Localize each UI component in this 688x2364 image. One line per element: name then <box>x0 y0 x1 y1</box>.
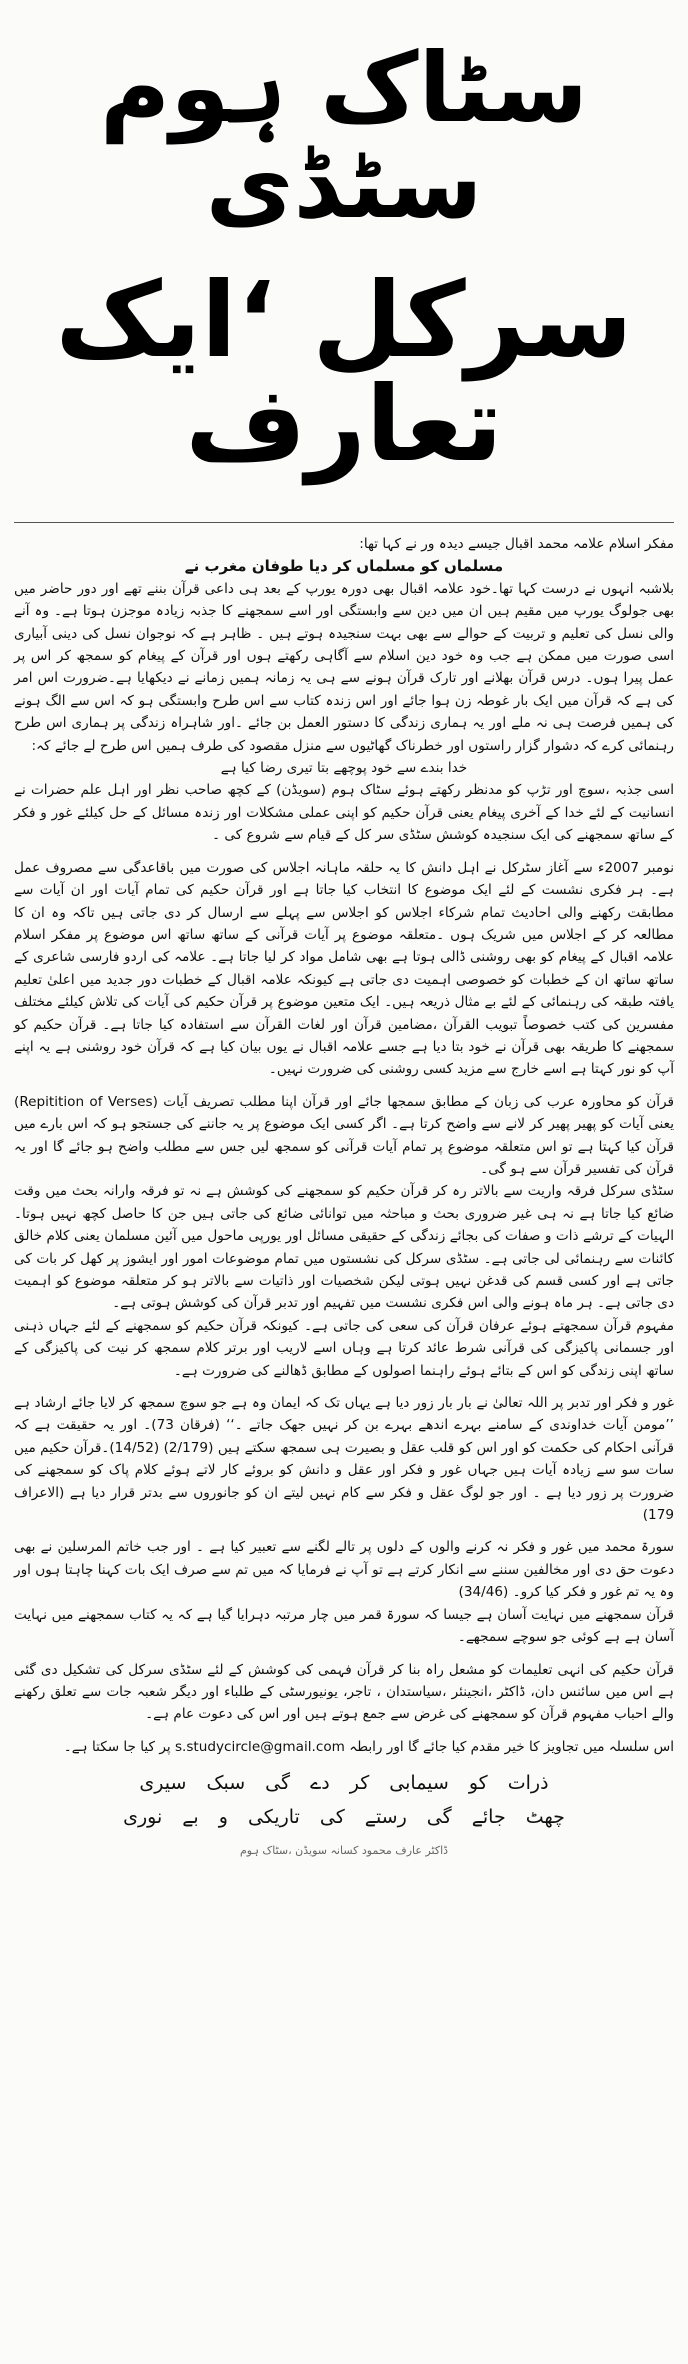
paragraph-9: قرآن سمجھنے میں نہایت آسان ہے جیسا کہ سورۃ قمر میں چار مرتبہ دہرایا گیا ہے کہ یہ کتاب سمجھنے میں نہایت آسان ہے ہے کوئی جو سوچے سمجھے۔ <box>14 1606 674 1646</box>
paragraph-6: مفہوم قرآن سمجھتے ہوئے عرفان قرآن کی سعی کی جاتی ہے۔ کیونکہ قرآن حکیم کو سمجھنے کے لئے جہاں ذہنی اور جسمانی پاکیزگی کی قرآنی شرط عائد کرتا ہے وہاں اسے لاریب اور برتر کلام سمجھ کر نیت کی پاکیزگی کے ساتھ اپنی زندگی کو اس کے بتائے ہوئے راہنما اصولوں کے مطابق ڈھالنے کی ضرورت ہے۔ <box>14 1317 674 1379</box>
closing-poem <box>14 1766 674 1834</box>
paragraph-8: سورۃ محمد میں غور و فکر نہ کرنے والوں کے دلوں پر تالے لگنے سے تعبیر کیا ہے ۔ اور جب خاتم المرسلین نے بھی دعوت حق دی اور مخالفین سننے سے انکار کرتے ہے تو آپ نے فرمایا کہ میں تم سے صرف ایک بات کہنا چاہتا ہوں اور وہ یہ تم غور و فکر کیا کرو۔ (34/46) <box>14 1539 674 1601</box>
author-byline: ڈاکٹر عارف محمود کسانہ سویڈن ،سٹاک ہوم <box>239 1844 449 1858</box>
paragraph-2: اسی جذبہ ،سوچ اور تڑپ کو مدنظر رکھتے ہوئے سٹاک ہوم (سویڈن) کے کچھ صاحب نظر اور اہل علم حضرات نے انسانیت کے لئے خدا کے آخری پیغام یعنی قرآن حکیم کو اپنی عملی مشکلات اور زندہ مسائل کے حل کیلئے غور و فکر کے ساتھ سمجھنے کی ایک سنجیدہ کوشش سٹڈی سر کل کے قیام سے شروع کی ۔ <box>14 782 674 844</box>
paragraph-10: قرآن حکیم کی انہی تعلیمات کو مشعل راہ بنا کر قرآن فہمی کی کوشش کے لئے سٹڈی سرکل کی تشکیل دی گئی ہے اس میں سائنس دان، ڈاکٹر ،انجینئر ،سیاستدان ، تاجر، یونیورسٹی کے طلباء اور دیگر شعبہ جات سے تعلق رکھنے والے احباب مفہوم قرآن کو سمجھنے کی غرض سے جمع ہوتے ہیں اور اس کی دعوت عام ہے۔ <box>14 1661 674 1723</box>
quoted-couplet: خدا بندے سے خود پوچھے بتا تیری رضا کیا ہے <box>220 760 468 777</box>
headline-line-1: سٹاک ہوم سٹڈی <box>99 32 589 240</box>
paragraph-1: بلاشبہ انہوں نے درست کہا تھا۔خود علامہ اقبال بھی دورہ یورپ کے بعد ہی داعی قرآن بننے تھے اور دور حاضر میں بھی جولوگ یورپ میں مقیم ہیں ان میں دین سے وابستگی اور اسے سمجھنے کا جذبہ زیادہ موجزن ہوتا ہے۔ وہ آنے والی نسل کی تعلیم و تربیت کے حوالے سے بھی بہت سنجیدہ ہوتے ہیں ۔ ظاہر ہے کہ نوجوان نسل کی دینی آبیاری اسی صورت میں ممکن ہے جب وہ خود دین اسلام سے آگاہی رکھتے ہوں اور قرآن کے پیغام کو سمجھ کر اس پر عمل پیرا ہوں۔ درس قرآن بھلانے اور تارک قرآن ہونے سے ہی یہ زمانہ ہمیں زمانے نے دیکھایا ہے۔ضرورت اس امر کی ہے کہ قرآن میں ایک بار غوطہ زن ہوا جائے اور اس زندہ کتاب سے اس طرح وابستگی ہو کہ اس سے الگ ہونے کی ہمیں فرصت ہی نہ ملے اور یہ ہماری زندگی کا دستور العمل بن جائے ۔اور شاہراہ زندگی پر ہماری اس طرح رہنمائی کرے کہ دشوار گزار راستوں اور خطرناک گھاٹیوں سے منزل مقصود کی طرف ہمیں اس طرح لے جائے کہ: <box>14 580 674 754</box>
paragraph-7: غور و فکر اور تدبر پر اللہ تعالیٰ نے بار بار زور دیا ہے یہاں تک کہ ایمان وہ ہے جو سوچ سمجھ کر لایا جائے ارشاد ہے ’’مومن آیات خداوندی کے سامنے بہرے اندھے بہرے بن کر نہیں جھک جاتے ۔‘‘ (فرقان 73)۔ اور یہ حقیقت ہے کہ قرآنی احکام کی حکمت کو اور اس کو قلب عقل و بصیرت ہی سمجھ سکتے ہیں (2/179) (14/52)۔قرآن حکیم میں سات سو سے زیادہ آیات ہیں جہاں غور و فکر اور عقل و دانش کو بروئے کار لاتے ہوئے کلام پاک کو سمجھنے کی ضرورت پر زور دیا ہے ۔ اور جو لوگ عقل و فکر سے کام نہیں لیتے ان کو جانوروں سے بدتر قرار دیا ہے (الاعراف 179) <box>14 1395 674 1524</box>
contact-email: s.studycircle@gmail.com <box>174 1738 345 1755</box>
paragraph-5: سٹڈی سرکل فرقہ واریت سے بالاتر رہ کر قرآن حکیم کو سمجھنے کی کوشش ہے نہ تو فرقہ وارانہ بحث میں وقت ضائع کیا جاتا ہے نہ ہی غیر ضروری بحث و مباحثہ میں توانائی ضائع کی جاتی ہیں جن کا حاصل کچھ نہیں ہوتا۔ الہیات کے ترشے ذات و صفات کی بجائے زندگی کے حقیقی مسائل اور یورپی ماحول میں آئین مسلمان یعنی کلام خالق کائنات سے رہنمائی لی جاتی ہے۔ سٹڈی سرکل کی نشستوں میں تمام موضوعات امور اور ایشوز پر کھل کر بات کی جاتی ہے اور کسی قسم کی قدغن نہیں ہوتی لیکن شخصیات اور ذاتیات سے بالاتر ہو کر متعلقہ موضوع کو اہمیت دی جاتی ہے۔ ہر ماہ ہونے والی اس فکری نشست میں تفہیم اور تدبر قرآن کی کوشش ہوتی ہے۔ <box>14 1183 674 1312</box>
contact-text-end: پر کیا جا سکتا ہے۔ <box>63 1738 171 1755</box>
article-body <box>14 533 674 1758</box>
quoted-verse: مسلماں کو مسلماں کر دیا طوفان مغرب نے <box>184 557 504 576</box>
paragraph-3: نومبر 2007ء سے آغاز سٹرکل نے اہل دانش کا یہ حلقہ ماہانہ اجلاس کی صورت میں باقاعدگی سے مصروف عمل ہے۔ ہر فکری نشست کے لئے ایک موضوع کا انتخاب کیا جاتا ہے اور قرآن حکیم کی تمام آیات اور ان آیات سے مطابقت رکھنے والی احادیث تمام شرکاء اجلاس کو اجلاس سے پہلے سے ارسال کر دی جاتی ہیں تاکہ وہ ان کا مطالعہ کر کے اجلاس میں شریک ہوں ۔متعلقہ موضوع پر آیات قرآنی کے ساتھ ساتھ اس موضوع پر مفکر اسلام علامہ اقبال کے پیغام کو بھی روشنی ڈالی ہوتا ہے بھی شامل مواد کر لیا جاتا ہے۔ علامہ کی اردو فارسی شاعری کے ساتھ ساتھ ان کے خطبات کو خصوصی اہمیت دی جاتی ہے کیونکہ علامہ اقبال کے خطبات دور جدید میں اعلیٰ تعلیم یافتہ طبقہ کی رہنمائی کے لئے بے مثال ذریعہ ہیں۔ ایک متعین موضوع پر قرآن حکیم کی آیات کی تلاش کیلئے مختلف مفسرین کی کتب خصوصاً تبویب القرآن ،مضامین قرآن اور لغات القرآن سے استفادہ کیا جاتا ہے۔ قرآن حکیم کو سمجھنے کا طریقہ بھی قرآن نے خود بتا دیا ہے جسے علامہ اقبال نے یوں بیان کیا ہے کہ قرآن خود روشنی ہے یہ اپنے آپ کو نور کہتا ہے اسے خارج سے مزید کسی روشنی کی ضرورت نہیں۔ <box>14 859 674 1078</box>
paragraph-4: قرآن کو محاورہ عرب کی زبان کے مطابق سمجھا جائے اور قرآن اپنا مطلب تصریف آیات (Repitition of Verses) یعنی آیات کو پھیر پھیر کر لانے سے واضح کرتا ہے۔ اگر کسی ایک موضوع پر یہ جاننے کی جستجو ہو کہ اس بارے میں قرآن کیا کہتا ہے تو اس متعلقہ موضوع پر تمام آیات قرآنی کو سمجھ لیں جس سے مطلب واضح ہو جائے گا اور یہ قرآن کی تفسیر قرآن سے ہو گی۔ <box>14 1093 675 1177</box>
headline-line-2: سرکل ‘ایک تعارف <box>55 259 633 485</box>
article-intro: مفکر اسلام علامہ محمد اقبال جیسے دیدہ ور نے کہا تھا: <box>359 536 674 552</box>
poem-line-1: ذرات کو سیمابی کر دے گی سبک سیری <box>139 1772 549 1795</box>
divider <box>14 522 674 523</box>
poem-line-2: چھٹ جائے گی رستے کی تاریکی و بے نوری <box>123 1806 565 1829</box>
contact-text: اس سلسلہ میں تجاویز کا خیر مقدم کیا جائے گا اور رابطہ <box>349 1738 674 1755</box>
paragraph-11 <box>14 1736 674 1758</box>
